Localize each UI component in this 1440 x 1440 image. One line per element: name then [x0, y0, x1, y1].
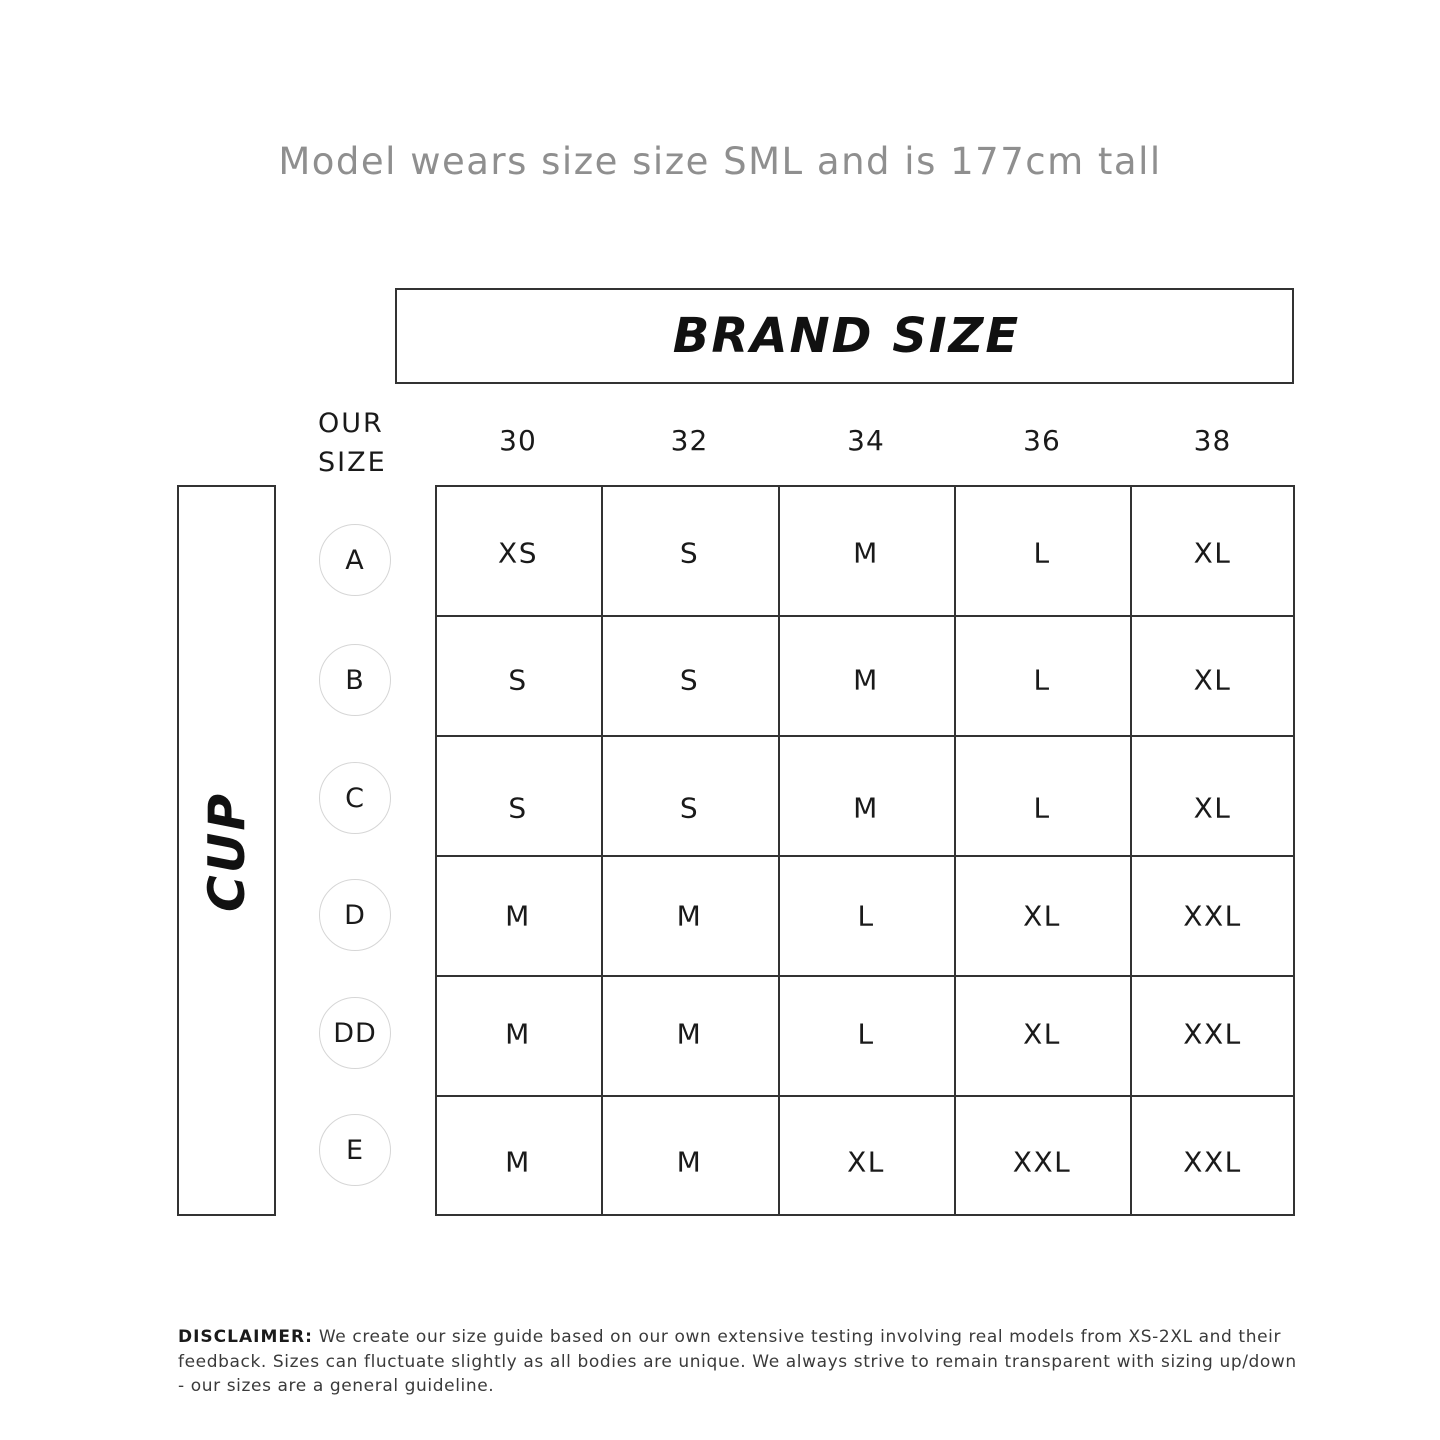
size-cell-dd-30: M: [505, 1017, 531, 1051]
our-size-label-line-1: OUR: [318, 408, 384, 439]
size-cell-b-32: S: [679, 663, 700, 697]
size-cell-c-30: S: [508, 791, 528, 825]
cup-size-dd: DD: [319, 997, 391, 1069]
size-cell-e-34: XL: [847, 1145, 885, 1179]
size-cell-b-38: XL: [1193, 663, 1232, 697]
band-size-38: 38: [1193, 424, 1232, 457]
disclaimer-text: We create our size guide based on our own extensive testing involving real models from XS-2XL and their feedback. Sizes can fluctuate slightly as all bodies are unique. We always strive to remain transparent with sizing up/down - our sizes are a general guideline.: [178, 1327, 1297, 1396]
cup-axis-label: CUP: [198, 792, 256, 912]
size-cell-dd-34: L: [857, 1017, 875, 1051]
size-cell-e-30: M: [505, 1145, 531, 1179]
size-cell-b-34: M: [853, 663, 879, 697]
cup-size-c: C: [319, 762, 391, 834]
our-size-label: [318, 404, 398, 482]
disclaimer: [178, 1325, 1298, 1399]
size-cell-c-34: M: [853, 791, 879, 825]
cup-size-d: D: [319, 879, 391, 951]
grid-column-divider: [778, 487, 780, 1214]
size-cell-a-32: S: [679, 536, 700, 570]
size-cell-c-32: S: [679, 791, 700, 825]
size-cell-d-34: L: [857, 899, 875, 933]
size-cell-dd-36: XL: [1023, 1017, 1061, 1051]
band-size-32: 32: [670, 424, 709, 457]
grid-row-divider: [437, 735, 1293, 737]
our-size-label-line-2: SIZE: [318, 447, 387, 478]
size-cell-b-36: L: [1033, 663, 1051, 697]
band-size-30: 30: [499, 424, 537, 457]
grid-row-divider: [437, 1095, 1293, 1097]
band-size-36: 36: [1023, 424, 1061, 457]
cup-size-e: E: [319, 1114, 391, 1186]
size-grid: [435, 485, 1295, 1216]
grid-column-divider: [601, 487, 603, 1214]
grid-column-divider: [1130, 487, 1132, 1214]
disclaimer-label: DISCLAIMER:: [178, 1327, 313, 1347]
grid-column-divider: [954, 487, 956, 1214]
brand-size-title: BRAND SIZE: [672, 308, 1021, 364]
band-size-34: 34: [847, 424, 885, 457]
size-cell-d-36: XL: [1023, 899, 1061, 933]
size-cell-dd-38: XXL: [1183, 1017, 1242, 1051]
size-cell-e-32: M: [676, 1145, 703, 1179]
size-cell-c-38: XL: [1193, 791, 1232, 825]
size-cell-b-30: S: [508, 663, 528, 697]
size-cell-dd-32: M: [676, 1017, 703, 1051]
size-cell-d-30: M: [505, 899, 531, 933]
size-cell-c-36: L: [1033, 791, 1051, 825]
size-cell-d-32: M: [676, 899, 703, 933]
grid-row-divider: [437, 855, 1293, 857]
grid-row-divider: [437, 615, 1293, 617]
brand-size-header: [395, 288, 1294, 384]
size-cell-a-38: XL: [1193, 536, 1232, 570]
size-cell-a-34: M: [853, 536, 879, 570]
cup-size-a: A: [319, 524, 391, 596]
size-cell-d-38: XXL: [1183, 899, 1242, 933]
grid-row-divider: [437, 975, 1293, 977]
size-cell-a-36: L: [1033, 536, 1051, 570]
size-cell-e-36: XXL: [1012, 1145, 1072, 1179]
size-cell-a-30: XS: [498, 536, 538, 570]
model-size-note: Model wears size size SML and is 177cm tall: [278, 140, 1162, 183]
size-cell-e-38: XXL: [1183, 1145, 1242, 1179]
cup-size-b: B: [319, 644, 391, 716]
